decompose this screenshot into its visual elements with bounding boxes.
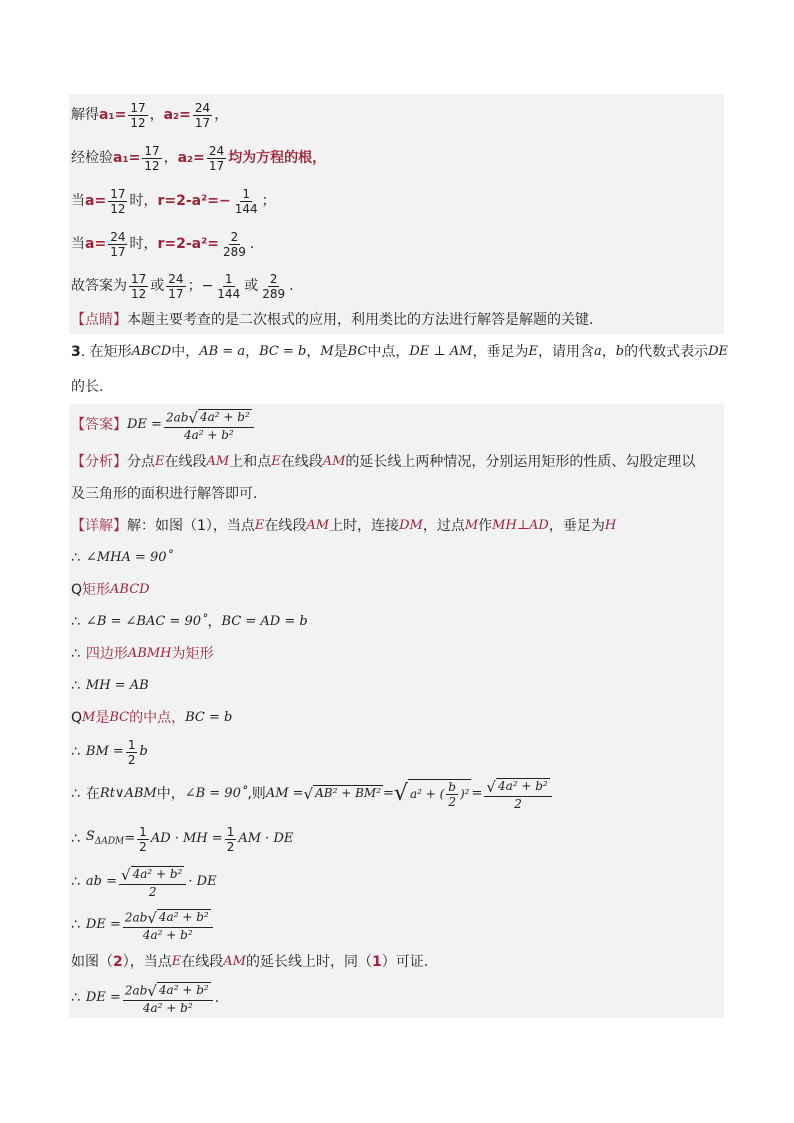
text: ， xyxy=(149,107,164,123)
math: BC = b xyxy=(185,710,233,725)
numerator: 1 xyxy=(226,824,235,839)
fraction xyxy=(137,825,149,854)
fraction xyxy=(108,230,127,259)
math: a² + ( xyxy=(409,787,445,801)
therefore-symbol: ∴ xyxy=(71,990,80,1006)
numerator: 24 xyxy=(194,100,211,115)
answer-tag: 【答案】 xyxy=(71,417,127,433)
line-case-a2 xyxy=(69,222,724,266)
math: DE ⊥ AM xyxy=(409,344,473,359)
fraction xyxy=(123,982,213,1015)
math: MH = AB xyxy=(85,678,149,693)
therefore-symbol: ∴ xyxy=(71,831,80,847)
numerator: 1 xyxy=(242,186,250,201)
fraction xyxy=(233,187,260,216)
math: M xyxy=(320,344,334,359)
fraction xyxy=(166,272,185,301)
text: 或 xyxy=(150,278,165,294)
numerator: 17 xyxy=(131,271,147,286)
text: 解：如图（1），当点 xyxy=(127,518,255,534)
fraction xyxy=(484,778,551,811)
radical-sign: √ xyxy=(303,785,314,803)
fraction xyxy=(221,230,248,259)
text: 在线段 xyxy=(181,954,224,970)
because-symbol: Q xyxy=(71,582,83,598)
math: M xyxy=(82,710,96,725)
text: 均为方程的根， xyxy=(228,150,327,166)
denominator: 2 xyxy=(226,839,235,854)
text: 时， xyxy=(129,236,158,252)
numerator xyxy=(484,778,551,797)
line-solve-roots xyxy=(69,94,724,136)
numerator: 2 xyxy=(269,271,278,286)
denominator: 12 xyxy=(144,158,160,173)
solution-page xyxy=(69,94,728,1018)
text: ），当点 xyxy=(122,954,172,970)
math: E xyxy=(254,518,265,533)
fraction xyxy=(207,144,226,173)
math: ABCD xyxy=(131,344,172,359)
numerator: 24 xyxy=(168,271,184,286)
fraction xyxy=(123,909,213,942)
text: 是 xyxy=(333,344,348,360)
math: DE = xyxy=(85,990,121,1005)
text: 在线段 xyxy=(280,454,323,470)
denominator: 12 xyxy=(130,115,146,130)
text: 1 xyxy=(371,954,382,970)
fraction xyxy=(446,780,458,809)
denominator: 144 xyxy=(234,201,258,216)
radicand: 4a² + b² xyxy=(131,866,185,884)
a2-label: a₂= xyxy=(163,107,191,123)
line-comment xyxy=(69,306,724,334)
numerator: 24 xyxy=(208,143,225,158)
text: ， xyxy=(306,344,321,360)
step-m-midpoint xyxy=(69,702,724,734)
math: a xyxy=(593,344,602,359)
math: DE xyxy=(708,344,728,359)
text: 当 xyxy=(71,193,85,209)
sqrt xyxy=(121,866,184,884)
math: AM xyxy=(306,518,330,533)
fraction xyxy=(129,272,148,301)
text: ， xyxy=(207,614,222,630)
denominator: 17 xyxy=(110,244,126,259)
math: BC xyxy=(347,344,368,359)
text: 是 xyxy=(95,710,110,726)
comment-tag: 【点睛】 xyxy=(71,312,127,328)
text: 上和点 xyxy=(229,454,272,470)
a-label: a= xyxy=(85,236,107,252)
numerator: 1 xyxy=(127,737,136,752)
numerator xyxy=(123,909,213,928)
text: 作 xyxy=(478,518,493,534)
math: H xyxy=(604,518,617,533)
sqrt xyxy=(188,409,251,427)
math: MH⊥AD xyxy=(492,518,549,533)
math: ∠B = ∠BAC = 90˚ xyxy=(85,614,208,629)
text: 当 xyxy=(71,236,85,252)
sqrt xyxy=(147,982,210,1000)
analysis-line-2 xyxy=(69,478,724,510)
math xyxy=(86,827,124,852)
math: AM xyxy=(206,454,230,469)
step-area xyxy=(69,818,724,860)
fraction xyxy=(215,272,242,301)
math: = xyxy=(124,831,136,846)
text: 中点， xyxy=(367,344,410,360)
math: 2ab xyxy=(124,983,148,997)
denominator: 4a² + b² xyxy=(183,427,234,442)
text: 为矩形 xyxy=(171,646,214,662)
therefore-symbol: ∴ xyxy=(71,786,80,802)
step-ab xyxy=(69,860,724,904)
step-bm xyxy=(69,734,724,770)
text: ， xyxy=(245,344,260,360)
math: BC xyxy=(109,710,130,725)
denominator: 2 xyxy=(514,796,522,811)
fraction xyxy=(128,101,147,130)
math: 2ab xyxy=(124,910,148,924)
math: E xyxy=(171,954,182,969)
denominator: 4a² + b² xyxy=(142,927,193,942)
therefore-symbol: ∴ xyxy=(71,646,80,662)
math: DE = xyxy=(85,917,121,932)
radicand: 4a² + b² xyxy=(496,778,550,796)
text: 四边形 xyxy=(85,646,128,662)
math: E xyxy=(528,344,538,359)
text: 的中点， xyxy=(129,710,186,726)
sqrt xyxy=(486,778,549,796)
math: = xyxy=(383,786,394,801)
therefore-symbol: ∴ xyxy=(71,678,80,694)
numerator: 24 xyxy=(110,229,126,244)
math: ∠B = 90˚ xyxy=(184,786,248,801)
math: BM = xyxy=(85,744,124,759)
analysis-line-1 xyxy=(69,446,724,478)
a2-label: a₂= xyxy=(177,150,205,166)
denominator: 12 xyxy=(110,201,126,216)
therefore-symbol: ∴ xyxy=(71,614,80,630)
text: 及三角形的面积进行解答即可. xyxy=(71,486,258,502)
math: BC = AD = b xyxy=(221,614,308,629)
fraction xyxy=(108,187,127,216)
text: 2 xyxy=(113,954,123,970)
denominator: 144 xyxy=(217,286,241,301)
question-3-line-1 xyxy=(69,334,728,370)
text: 的延长线上两种情况，分别运用矩形的性质、勾股定理以 xyxy=(345,454,696,470)
text: 故答案为 xyxy=(71,278,127,294)
step-rectangle xyxy=(69,574,724,606)
line-case-a1 xyxy=(69,180,724,222)
text: . xyxy=(214,990,220,1006)
text: 在线段 xyxy=(164,454,207,470)
text: ，垂足为 xyxy=(472,344,529,360)
numerator: 2 xyxy=(230,229,239,244)
text: ，请用含 xyxy=(537,344,594,360)
math: ABCD xyxy=(110,582,150,597)
line-check-roots xyxy=(69,136,724,180)
text: 如图（ xyxy=(71,954,113,970)
text: ， xyxy=(163,150,178,166)
sqrt xyxy=(304,785,383,803)
radical-sign: √ xyxy=(121,865,131,884)
text: ，垂足为 xyxy=(548,518,605,534)
question-number: 3 xyxy=(71,344,81,360)
step-figure-2 xyxy=(69,946,724,978)
fraction xyxy=(225,825,237,854)
numerator: 1 xyxy=(224,271,233,286)
numerator: 17 xyxy=(130,100,146,115)
math: S xyxy=(85,828,95,844)
text: 的长. xyxy=(71,379,104,395)
detail-line xyxy=(69,510,724,542)
fraction xyxy=(164,409,254,442)
math: M xyxy=(464,518,479,533)
denominator: 17 xyxy=(194,115,211,130)
text: . xyxy=(249,236,255,252)
math: 2ab xyxy=(165,410,189,424)
text: ）可证. xyxy=(381,954,429,970)
numerator: 17 xyxy=(144,143,160,158)
text: 经检验 xyxy=(71,150,113,166)
text: − xyxy=(201,278,214,294)
r-expression: r=2-a²= xyxy=(157,236,219,252)
sqrt xyxy=(394,779,472,809)
a1-label: a₁= xyxy=(99,107,127,123)
text: 或 xyxy=(244,278,259,294)
text: ； xyxy=(261,193,276,209)
step-am-pythagoras xyxy=(69,770,724,818)
math: E xyxy=(155,454,165,469)
therefore-symbol: ∴ xyxy=(71,744,80,760)
step-angles-b xyxy=(69,606,724,638)
text: 中， xyxy=(156,786,185,802)
denominator: 12 xyxy=(131,286,147,301)
numerator: 17 xyxy=(110,186,126,201)
numerator xyxy=(123,982,213,1001)
math: ∠MHA = 90˚ xyxy=(85,550,174,565)
a1-label: a₁= xyxy=(113,150,141,166)
line-final-answer xyxy=(69,266,724,306)
math: b xyxy=(139,744,148,759)
math: E xyxy=(271,454,281,469)
math: AM xyxy=(223,954,246,969)
math: ab = xyxy=(85,874,118,889)
denominator: 2 xyxy=(127,752,136,767)
detail-tag: 【详解】 xyxy=(71,518,127,534)
a-label: a= xyxy=(85,193,107,209)
fraction xyxy=(193,101,212,130)
step-de-final xyxy=(69,978,724,1018)
question-3-line-2 xyxy=(69,370,724,404)
step-de xyxy=(69,904,724,946)
numerator xyxy=(164,409,254,428)
math: AM xyxy=(322,454,346,469)
text: 的代数式表示 xyxy=(624,344,709,360)
text: . 在矩形 xyxy=(80,344,132,360)
radical-sign: √ xyxy=(188,408,198,427)
math: BC = b xyxy=(259,344,307,359)
subscript: ΔADM xyxy=(94,836,125,847)
text: 在 xyxy=(85,786,100,802)
math: b xyxy=(615,344,625,359)
denominator: 17 xyxy=(168,286,184,301)
text: 时， xyxy=(129,193,158,209)
radical-sign: √ xyxy=(147,981,157,1000)
fraction xyxy=(126,738,138,767)
step-angle-mha xyxy=(69,542,724,574)
step-quad-abmh xyxy=(69,638,724,670)
answer-line xyxy=(69,404,724,446)
denominator: 17 xyxy=(208,158,225,173)
step-mh-ab xyxy=(69,670,724,702)
math: AM · DE xyxy=(238,831,294,846)
denominator: 289 xyxy=(262,286,286,301)
math: AB = a xyxy=(199,344,246,359)
text: 矩形 xyxy=(82,582,111,598)
text: 解得 xyxy=(71,107,99,123)
radicand: 4a² + b² xyxy=(157,982,211,1000)
sqrt xyxy=(147,909,210,927)
math: · DE xyxy=(188,874,217,889)
numerator xyxy=(119,866,186,885)
denominator: 2 xyxy=(448,795,456,809)
radical-sign: √ xyxy=(147,908,157,927)
math: ABMH xyxy=(127,646,172,661)
math: DM xyxy=(399,518,423,533)
fraction xyxy=(260,272,287,301)
therefore-symbol: ∴ xyxy=(71,874,80,890)
because-symbol: Q xyxy=(71,710,83,726)
comment-text: 本题主要考查的是二次根式的应用，利用类比的方法进行解答是解题的关键. xyxy=(127,312,594,328)
radicand: 4a² + b² xyxy=(198,409,252,427)
math: DE = xyxy=(127,417,162,432)
text: ， xyxy=(214,107,229,123)
math: AD · MH = xyxy=(150,831,223,846)
text: ，过点 xyxy=(422,518,465,534)
radicand: AB² + BM² xyxy=(313,785,383,803)
text: ,则 xyxy=(247,786,266,802)
numerator: b xyxy=(448,780,456,794)
text: ； xyxy=(187,278,202,294)
fraction xyxy=(142,144,161,173)
therefore-symbol: ∴ xyxy=(71,550,80,566)
analysis-tag: 【分析】 xyxy=(71,454,127,470)
text: 分点 xyxy=(127,454,155,470)
fraction xyxy=(119,866,186,899)
math: )² xyxy=(459,787,470,801)
math: = xyxy=(471,786,483,801)
text: . xyxy=(289,278,294,294)
denominator: 4a² + b² xyxy=(142,1000,193,1015)
r-expression: r=2-a²=− xyxy=(157,193,231,209)
math: AM = xyxy=(265,786,304,801)
radicand xyxy=(408,779,472,809)
text: 上时，连接 xyxy=(329,518,400,534)
denominator: 2 xyxy=(139,839,147,854)
text: 中， xyxy=(171,344,200,360)
denominator: 2 xyxy=(148,884,157,899)
radicand: 4a² + b² xyxy=(157,909,211,927)
denominator: 289 xyxy=(222,244,246,259)
therefore-symbol: ∴ xyxy=(71,917,80,933)
math: Rt∨ABM xyxy=(99,786,157,801)
text: ， xyxy=(601,344,616,360)
radical-sign: √ xyxy=(486,777,496,796)
radical-sign: √ xyxy=(393,781,408,806)
text: 的延长线上时，同（ xyxy=(245,954,372,970)
text: 在线段 xyxy=(264,518,307,534)
numerator: 1 xyxy=(139,824,147,839)
